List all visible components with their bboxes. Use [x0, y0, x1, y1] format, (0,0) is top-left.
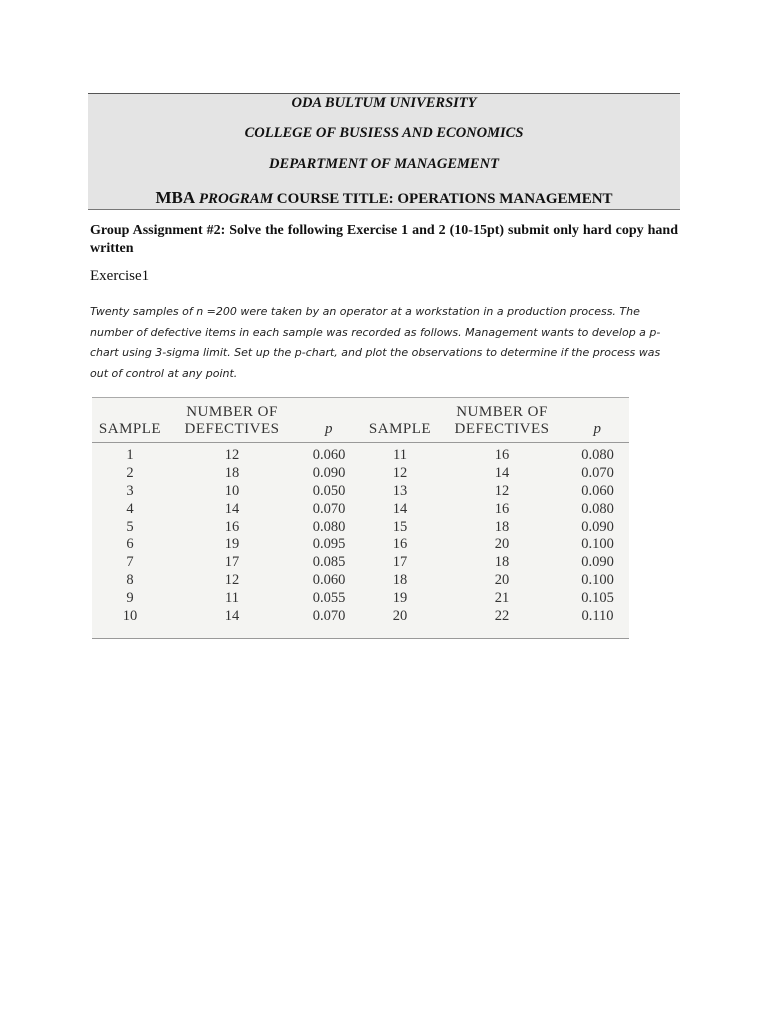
- defectives-cell: 14: [224, 500, 240, 517]
- col-defectives-header-2-line1: NUMBER OF: [456, 404, 548, 420]
- defectives-cell: 11: [225, 589, 239, 606]
- table-row: [92, 518, 629, 536]
- defectives-cell-2: 14: [494, 465, 510, 482]
- defectives-cell: 14: [224, 607, 240, 624]
- problem-statement: Twenty samples of n =200 were taken by an operator at a workstation in a production process. The number of defective items in each sample was recorded as follows. Management wants to develop a p-chart using 3-sigma limit. Set up the p-chart, and plot the observations to determine if the process was out of control at any point.: [90, 305, 661, 380]
- sample-cell-2: 13: [392, 482, 408, 499]
- p-cell: 0.080: [312, 518, 346, 535]
- col-defectives-header-line1: NUMBER OF: [186, 404, 278, 420]
- col-sample-header: SAMPLE: [92, 398, 168, 443]
- sample-cell-2: 17: [392, 554, 408, 571]
- course-title-line: [88, 188, 680, 208]
- defectives-table: [92, 398, 629, 625]
- defectives-cell-2: 18: [494, 554, 510, 571]
- sample-cell: 3: [126, 482, 134, 499]
- department-name: DEPARTMENT OF MANAGEMENT: [269, 156, 499, 172]
- p-cell-2: 0.060: [581, 482, 614, 499]
- p-cell: 0.060: [312, 447, 346, 464]
- p-cell: 0.055: [312, 589, 346, 606]
- p-cell: 0.070: [312, 607, 346, 624]
- exercise-label: Exercise1: [90, 268, 150, 284]
- sample-cell: 8: [126, 571, 134, 588]
- defectives-cell-2: 21: [494, 589, 510, 606]
- p-cell: 0.070: [312, 500, 346, 517]
- sample-cell-2: 12: [392, 465, 408, 482]
- defectives-cell: 12: [224, 447, 240, 464]
- defectives-cell: 19: [224, 536, 240, 553]
- p-cell: 0.060: [312, 571, 346, 588]
- p-cell-2: 0.100: [581, 536, 614, 553]
- sample-cell-2: 18: [392, 571, 408, 588]
- sample-cell: 6: [126, 536, 134, 553]
- sample-cell: 1: [126, 447, 134, 464]
- defectives-cell-2: 20: [494, 536, 510, 553]
- sample-cell: 10: [122, 607, 138, 624]
- sample-cell: 4: [126, 500, 134, 517]
- defectives-cell: 17: [224, 554, 240, 571]
- defectives-cell-2: 16: [494, 447, 510, 464]
- col-defectives-header: [168, 398, 296, 443]
- p-cell-2: 0.080: [581, 500, 614, 517]
- p-cell-2: 0.070: [581, 465, 614, 482]
- table-row: [92, 589, 629, 607]
- assignment-instructions: Group Assignment #2: Solve the following Exercise 1 and 2 (10-15pt) submit only hard copy hand written: [90, 223, 678, 256]
- sample-cell: 7: [126, 554, 134, 571]
- sample-cell-2: 15: [392, 518, 408, 535]
- defectives-cell-2: 18: [494, 518, 510, 535]
- document-header: [88, 93, 680, 210]
- col-defectives-header-2-line2: DEFECTIVES: [454, 421, 550, 437]
- table-row: [92, 465, 629, 483]
- defectives-table-image: [92, 397, 629, 639]
- p-cell: 0.090: [312, 465, 346, 482]
- defectives-cell: 10: [224, 482, 240, 499]
- table-row: [92, 536, 629, 554]
- p-cell-2: 0.090: [581, 518, 614, 535]
- course-program: PROGRAM: [198, 191, 274, 207]
- p-cell: 0.095: [312, 536, 346, 553]
- p-cell-2: 0.080: [581, 447, 614, 464]
- col-sample-header-2: SAMPLE: [362, 398, 438, 443]
- col-p-header: p: [296, 398, 362, 443]
- table-row: [92, 554, 629, 572]
- col-defectives-header-line2: DEFECTIVES: [184, 421, 280, 437]
- table-body: [92, 443, 629, 625]
- defectives-cell: 12: [224, 571, 240, 588]
- table-header-row: [92, 398, 629, 443]
- p-cell-2: 0.090: [581, 554, 614, 571]
- defectives-cell-2: 20: [494, 571, 510, 588]
- sample-cell-2: 16: [392, 536, 408, 553]
- p-cell: 0.085: [312, 554, 346, 571]
- college-name: COLLEGE OF BUSIESS AND ECONOMICS: [244, 125, 524, 141]
- table-row: [92, 572, 629, 590]
- course-title: COURSE TITLE: OPERATIONS MANAGEMENT: [276, 191, 613, 207]
- defectives-cell: 16: [224, 518, 240, 535]
- sample-cell-2: 19: [392, 589, 408, 606]
- table-row: [92, 607, 629, 625]
- defectives-cell-2: 22: [494, 607, 510, 624]
- p-cell-2: 0.105: [581, 589, 614, 606]
- table-row: [92, 483, 629, 501]
- p-cell-2: 0.100: [581, 571, 614, 588]
- defectives-cell: 18: [224, 465, 240, 482]
- table-row: [92, 500, 629, 518]
- sample-cell-2: 14: [392, 500, 408, 517]
- university-name: ODA BULTUM UNIVERSITY: [291, 95, 477, 111]
- sample-cell-2: 11: [393, 447, 407, 464]
- p-cell-2: 0.110: [581, 607, 614, 624]
- col-defectives-header-2: [438, 398, 566, 443]
- col-p-header-2: p: [566, 398, 629, 443]
- sample-cell-2: 20: [392, 607, 408, 624]
- defectives-cell-2: 12: [494, 482, 510, 499]
- sample-cell: 5: [126, 518, 134, 535]
- sample-cell: 2: [126, 465, 134, 482]
- table-row: [92, 443, 629, 465]
- course-prefix: MBA: [155, 188, 196, 207]
- p-cell: 0.050: [312, 482, 346, 499]
- defectives-cell-2: 16: [494, 500, 510, 517]
- sample-cell: 9: [126, 589, 134, 606]
